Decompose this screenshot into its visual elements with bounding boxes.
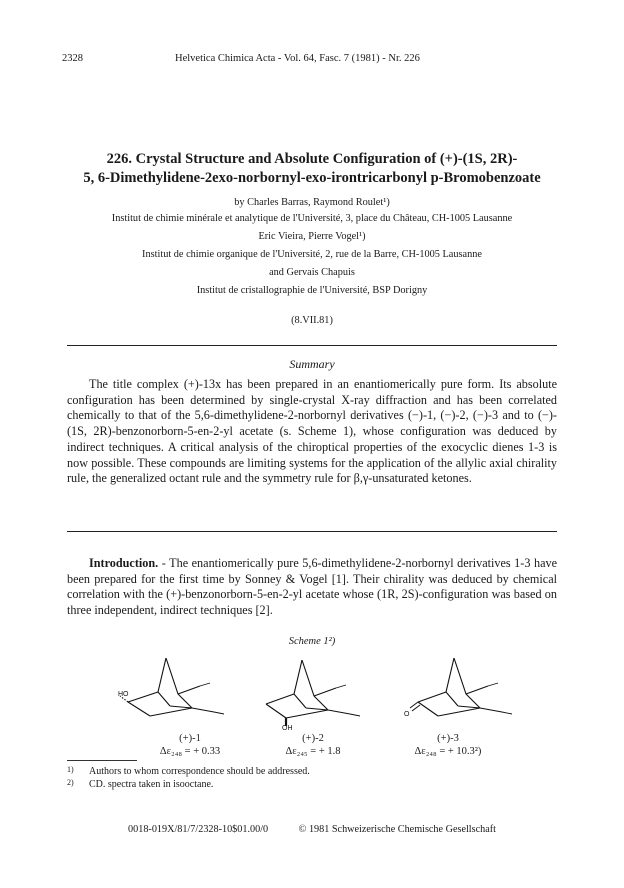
byline-2: Eric Vieira, Pierre Vogel¹) xyxy=(258,231,366,242)
summary-heading: Summary xyxy=(289,357,335,371)
journal-header: Helvetica Chimica Acta - Vol. 64, Fasc. 7 (1981) - Nr. 226 xyxy=(175,53,420,64)
received-date: (8.VII.81) xyxy=(291,315,333,326)
summary-text-block xyxy=(67,377,557,487)
substituent-2: OH xyxy=(282,725,293,730)
compound-3-label xyxy=(388,732,508,758)
affiliation-1: Institut de chimie minérale et analytique de l'Université, 3, place du Château, CH-1005 Lausanne xyxy=(111,213,513,224)
introduction-paragraph xyxy=(67,556,557,619)
scheme-structures xyxy=(110,650,530,730)
divider-bottom xyxy=(67,531,557,532)
affiliation-3: Institut de cristallographie de l'Université, BSP Dorigny xyxy=(196,285,428,296)
footnote-1-text: Authors to whom correspondence should be addressed. xyxy=(89,766,310,777)
article-code: 0018-019X/81/7/2328-10$01.00/0 xyxy=(128,824,269,835)
page-number: 2328 xyxy=(62,53,83,64)
footnote-rule xyxy=(67,760,137,761)
footnote-1 xyxy=(67,765,557,778)
substituent-1: HO xyxy=(118,691,129,698)
scheme-caption: Scheme 1²) xyxy=(288,636,336,647)
affiliation-2: Institut de chimie organique de l'Université, 2, rue de la Barre, CH-1005 Lausanne xyxy=(142,249,482,260)
introduction-heading: Introduction. xyxy=(89,556,159,570)
compound-1-name: (+)-1 xyxy=(179,733,201,744)
byline-3: and Gervais Chapuis xyxy=(269,267,355,278)
article-title xyxy=(40,150,584,188)
compound-1-value: Δε₂₄₈ = + 0.33 xyxy=(159,746,221,757)
structure-1 xyxy=(120,658,224,716)
footnote-2-text: CD. spectra taken in isooctane. xyxy=(89,779,214,790)
byline-1: by Charles Barras, Raymond Roulet¹) xyxy=(234,197,390,208)
structure-3 xyxy=(410,658,512,716)
compound-2-value: Δε₂₄₅ = + 1.8 xyxy=(285,746,341,757)
footnote-2 xyxy=(67,778,557,791)
copyright: © 1981 Schweizerische Chemische Gesellschaft xyxy=(298,824,496,835)
compound-1-label xyxy=(130,732,250,758)
footnote-2-mark: 2) xyxy=(67,778,74,787)
compound-3-value: Δε₂₄₈ = + 10.3²) xyxy=(414,746,482,757)
introduction-text: - The enantiomerically pure 5,6-dimethylidene-2-norbornyl derivatives 1-3 have been prepared for the first time by Sonney & Vogel [1]. Their chirality was deduced by chemical correlation with the (+)-benzonorborn-5-en-2-yl acetate whose (1R, 2S)-configuration was based on three independent, indirect techniques [2]. xyxy=(67,556,557,618)
compound-2-label xyxy=(253,732,373,758)
footnotes xyxy=(67,765,557,791)
summary-text: The title complex (+)-13x has been prepared in an enantiomerically pure form. Its absolute configuration has been determined by single-crystal X-ray diffraction and has been correlated chemically to that of the 5,6-dimethylidene-2-norbornyl derivatives (−)-1, (−)-2, (−)-3 and to (−)-(1S, 2R)-benzonorborn-5-en-2-yl acetate (s. Scheme 1), whose configuration was deduced by indirect techniques. A critical analysis of the chiroptical properties of the exocyclic dienes 1-3 is now possible. These compounds are limiting systems for the application of the allylic axial chirality rule, the generalized octant rule and the symmetry rule for β,γ-unsaturated ketones. xyxy=(67,377,557,486)
page-footer xyxy=(0,824,624,835)
title-line-2: 5, 6-Dimethylidene-2exo-norbornyl-exo-irontricarbonyl p-Bromobenzoate xyxy=(83,170,541,186)
compound-3-name: (+)-3 xyxy=(437,733,459,744)
title-line-1: 226. Crystal Structure and Absolute Configuration of (+)-(1S, 2R)- xyxy=(106,151,518,167)
compound-2-name: (+)-2 xyxy=(302,733,324,744)
divider-top xyxy=(67,345,557,346)
substituent-3: O xyxy=(404,711,410,718)
structure-2 xyxy=(266,660,360,726)
footnote-1-mark: 1) xyxy=(67,765,74,774)
introduction-block xyxy=(67,556,557,619)
